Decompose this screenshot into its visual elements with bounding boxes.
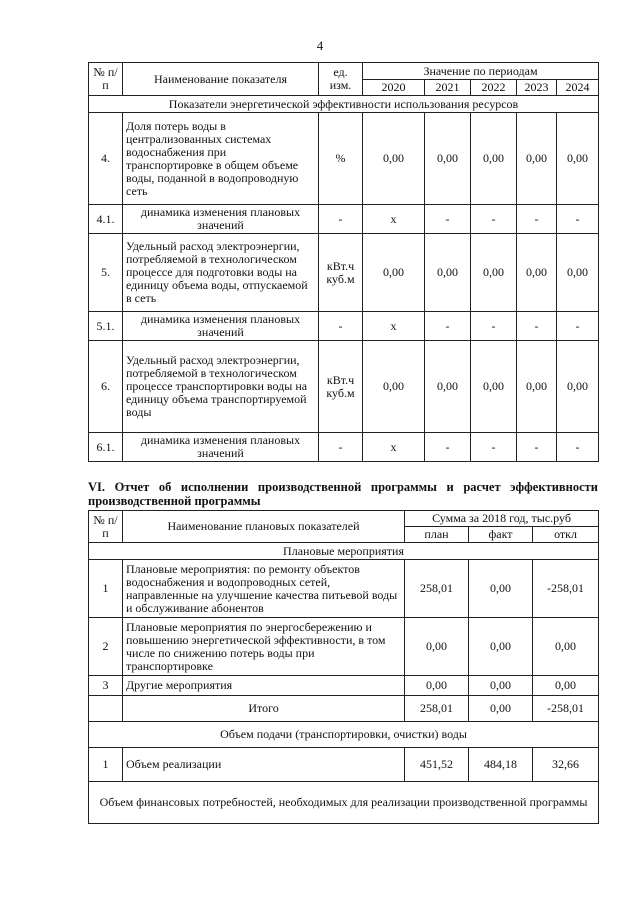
row-value: - [471,433,517,462]
total-row [89,696,599,722]
row-num: 5. [89,234,123,312]
row-name: Удельный расход электроэнергии, потребляемой в технологическом процессе транспортировки воды на единицу объема транспортируемой воды [123,341,319,433]
row-value: 0,00 [363,341,425,433]
row-value: 0,00 [471,234,517,312]
section-title: Плановые мероприятия [89,543,599,560]
header-unit: ед. изм. [319,63,363,96]
row-name: Плановые мероприятия по энергосбережению и повышению энергетической эффективности, в том числе по снижению потерь воды при транспортировке [123,618,405,676]
row-value: 0,00 [469,676,533,696]
row-value: 32,66 [533,748,599,782]
row-value: х [363,312,425,341]
row-value: 451,52 [405,748,469,782]
row-value: 258,01 [405,560,469,618]
table-row [89,560,599,618]
row-value: 0,00 [425,113,471,205]
row-value: 0,00 [517,234,557,312]
row-unit: кВт.ч куб.м [319,234,363,312]
row-name: Объем реализации [123,748,405,782]
header-year: 2020 [363,80,425,96]
table-row [89,205,599,234]
row-value: 0,00 [471,113,517,205]
row-value: - [517,433,557,462]
row-value: 0,00 [405,676,469,696]
header-year: 2021 [425,80,471,96]
section-title: Показатели энергетической эффективности использования ресурсов [89,96,599,113]
row-value: 0,00 [533,676,599,696]
row-value: 0,00 [517,341,557,433]
energy-efficiency-table [88,62,599,462]
row-value: 0,00 [517,113,557,205]
row-num: 3 [89,676,123,696]
table-row [89,341,599,433]
header-year: 2024 [557,80,599,96]
row-name: Удельный расход электроэнергии, потребляемой в технологическом процессе для подготовки воды на единицу объема воды, отпускаемой в сеть [123,234,319,312]
row-value: 0,00 [469,618,533,676]
header-fact: факт [469,527,533,543]
table-row [89,618,599,676]
row-value: 0,00 [425,234,471,312]
total-value: -258,01 [533,696,599,722]
table-row [89,433,599,462]
row-value: -258,01 [533,560,599,618]
table-row [89,113,599,205]
row-value: 0,00 [533,618,599,676]
row-unit: кВт.ч куб.м [319,341,363,433]
program-report-table [88,510,599,824]
row-value: - [517,205,557,234]
header-sum: Сумма за 2018 год, тыс.руб [405,511,599,527]
row-value: 0,00 [363,234,425,312]
row-value: х [363,205,425,234]
row-value: 0,00 [425,341,471,433]
header-name: Наименование плановых показателей [123,511,405,543]
row-unit: - [319,312,363,341]
total-label: Итого [123,696,405,722]
row-value: - [425,205,471,234]
row-num: 1 [89,748,123,782]
total-value: 0,00 [469,696,533,722]
row-value: 0,00 [405,618,469,676]
header-num: № п/п [89,63,123,96]
row-value: 0,00 [557,113,599,205]
header-num: № п/п [89,511,123,543]
total-num [89,696,123,722]
page-number: 4 [316,38,324,53]
row-value: - [425,433,471,462]
row-value: 0,00 [471,341,517,433]
row-value: х [363,433,425,462]
row-num: 2 [89,618,123,676]
row-num: 1 [89,560,123,618]
row-value: - [471,205,517,234]
row-value: - [557,433,599,462]
row-name: Доля потерь воды в централизованных системах водоснабжения при транспортировке в общем объеме воды, поданной в водопроводную сеть [123,113,319,205]
row-value: - [517,312,557,341]
row-value: - [471,312,517,341]
table-row [89,748,599,782]
row-value: 484,18 [469,748,533,782]
row-value: 0,00 [469,560,533,618]
row-unit: - [319,205,363,234]
total-value: 258,01 [405,696,469,722]
row-name: динамика изменения плановых значений [123,205,319,234]
section-title: Объем подачи (транспортировки, очистки) воды [89,722,599,748]
header-plan: план [405,527,469,543]
table-row [89,234,599,312]
header-deviation: откл [533,527,599,543]
header-name: Наименование показателя [123,63,319,96]
row-value: 0,00 [557,234,599,312]
row-num: 6.1. [89,433,123,462]
header-year: 2023 [517,80,557,96]
row-num: 4. [89,113,123,205]
row-name: динамика изменения плановых значений [123,433,319,462]
row-unit: % [319,113,363,205]
row-value: 0,00 [557,341,599,433]
table-row [89,312,599,341]
table-row [89,676,599,696]
section-heading: VI. Отчет об исполнении производственной программы и расчет эффективности производственной программы [88,480,598,508]
row-value: - [557,312,599,341]
row-value: - [425,312,471,341]
row-unit: - [319,433,363,462]
row-name: Плановые мероприятия: по ремонту объектов водоснабжения и водопроводных сетей, направленные на улучшение качества питьевой воды и обслуживание абонентов [123,560,405,618]
footer-title: Объем финансовых потребностей, необходимых для реализации производственной программы [89,782,599,824]
header-year: 2022 [471,80,517,96]
row-num: 5.1. [89,312,123,341]
row-num: 6. [89,341,123,433]
row-name: Другие мероприятия [123,676,405,696]
row-name: динамика изменения плановых значений [123,312,319,341]
row-value: - [557,205,599,234]
row-num: 4.1. [89,205,123,234]
row-value: 0,00 [363,113,425,205]
header-periods: Значение по периодам [363,63,599,80]
